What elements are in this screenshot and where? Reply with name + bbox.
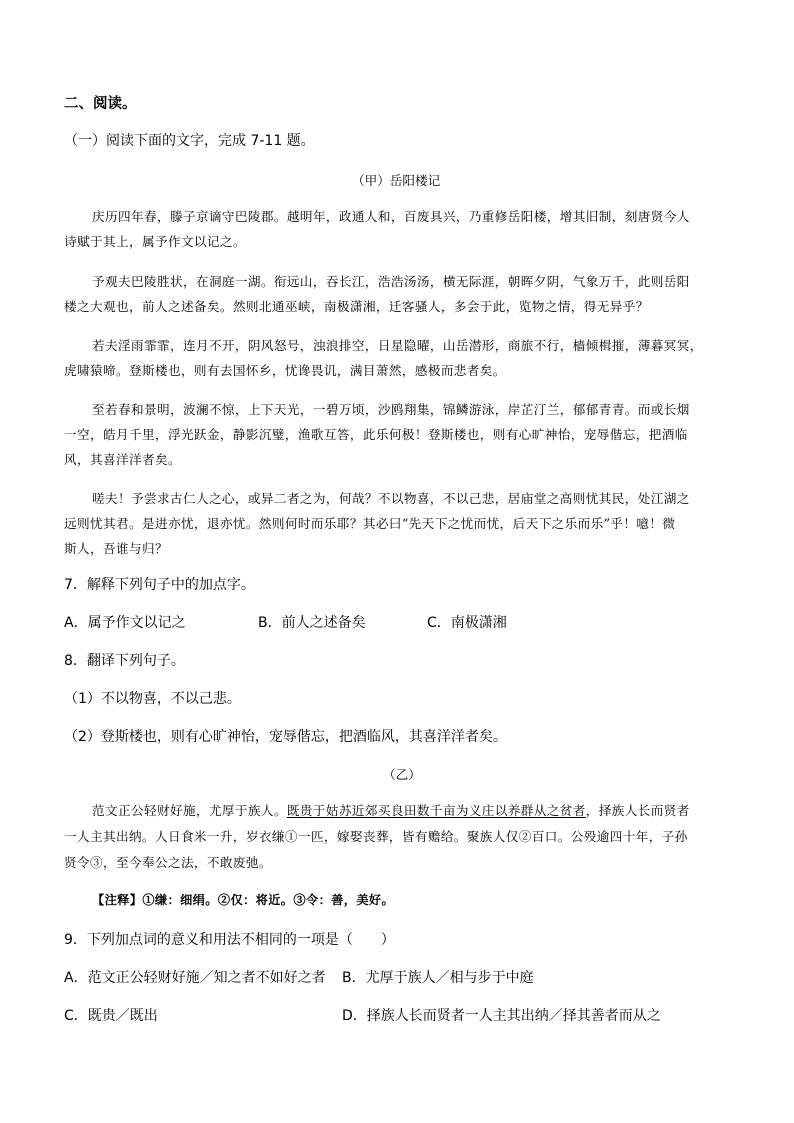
- text-a-p3-line: 虎啸猿啼。登斯楼也，则有去国怀乡，忧谗畏讥，满目萧然，感极而悲者矣。: [64, 363, 506, 378]
- text-a-p4-line: 至若春和景明，波澜不惊，上下天光，一碧万顷，沙鸥翔集，锦鳞游泳，岸芷汀兰，郁郁青青。而或长烟: [92, 402, 690, 417]
- q8-item-1: （1）不以物喜，不以己悲。: [64, 691, 241, 707]
- text-a-p2-line: 楼之大观也，前人之述备矣。然则北通巫峡，南极潇湘，迁客骚人，多会于此，览物之情，得无异乎？: [64, 299, 649, 314]
- q9-option-b: B．尤厚于族人／相与步于中庭: [342, 970, 534, 986]
- annotation-note: 【注释】①缣：细绢。②仅：将近。③令：善，美好。: [92, 893, 395, 907]
- text-a-p1-line: 诗赋于其上，属予作文以记之。: [64, 234, 246, 249]
- text-a-p2-line: 予观夫巴陵胜状，在洞庭一湖。衔远山，吞长江，浩浩汤汤，横无际涯，朝晖夕阴，气象万千，此则岳阳: [92, 274, 690, 289]
- text-b-title: （乙）: [383, 767, 421, 782]
- text-b-line-1-start: 范文正公轻财好施，尤厚于族人。: [92, 803, 287, 818]
- section-heading: 二、阅读。: [64, 96, 137, 112]
- text-b-line-3: 贤令③，至今奉公之法，不敢废弛。: [64, 855, 272, 870]
- q9-option-c: C．既贵／既出: [64, 1008, 158, 1024]
- text-b-line-2: 一人主其出纳。人日食米一升，岁衣缣①一匹，嫁娶丧葬，皆有赡给。聚族人仅②百口。公殁逾四十年，子孙: [64, 829, 688, 844]
- text-b-line-1-end: ，择族人长而贤者: [585, 803, 690, 818]
- text-a-p5-line: 嗟夫！予尝求古仁人之心，或异二者之为，何哉？不以物喜，不以己悲，居庙堂之高则忧其民，处江湖之: [92, 491, 690, 506]
- text-a-p4-line: 风，其喜洋洋者矣。: [64, 452, 181, 467]
- text-a-p1-line: 庆历四年春，滕子京谪守巴陵郡。越明年，政通人和，百废具兴，乃重修岳阳楼，增其旧制，刻唐贤今人: [92, 209, 690, 224]
- text-a-p5-line: 斯人，吾谁与归？: [64, 541, 168, 556]
- q9-option-d: D．择族人长而贤者一人主其出纳／择其善者而从之: [342, 1008, 661, 1024]
- text-a-p3-line: 若夫淫雨霏霏，连月不开，阴风怒号，浊浪排空，日星隐曜，山岳潜形，商旅不行，樯倾楫摧，薄暮冥冥，: [92, 338, 703, 353]
- part1-instruction: （一）阅读下面的文字，完成 7-11 题。: [64, 133, 315, 149]
- text-a-title: （甲）岳阳楼记: [352, 173, 441, 188]
- q9-option-a: A．范文正公轻财好施／知之者不如好之者: [64, 970, 326, 986]
- q7-option-c: C．南极潇湘: [427, 615, 507, 631]
- q7-option-a: A．属予作文以记之: [64, 615, 186, 631]
- q8-stem: 8．翻译下列句子。: [64, 653, 185, 669]
- text-a-p4-line: 一空，皓月千里，浮光跃金，静影沉璧，渔歌互答，此乐何极！登斯楼也，则有心旷神怡，宠辱偕忘，把酒临: [64, 427, 688, 442]
- text-a-p5-line: 远则忧其君。是进亦忧，退亦忧。然则何时而乐耶？其必曰“先天下之忧而忧，后天下之乐而乐”乎！噫！微: [64, 516, 676, 531]
- q7-option-b: B．前人之述备矣: [258, 615, 366, 631]
- q7-stem: 7．解释下列句子中的加点字。: [64, 577, 255, 593]
- q9-stem: 9．下列加点词的意义和用法不相同的一项是（ ）: [64, 932, 395, 948]
- underlined-sentence: 既贵于姑苏近郊买良田数千亩为义庄以养群从之贫者: [286, 803, 586, 818]
- q8-item-2: （2）登斯楼也，则有心旷神怡，宠辱偕忘，把酒临风，其喜洋洋者矣。: [64, 729, 507, 745]
- text-b-line-1: [92, 800, 690, 819]
